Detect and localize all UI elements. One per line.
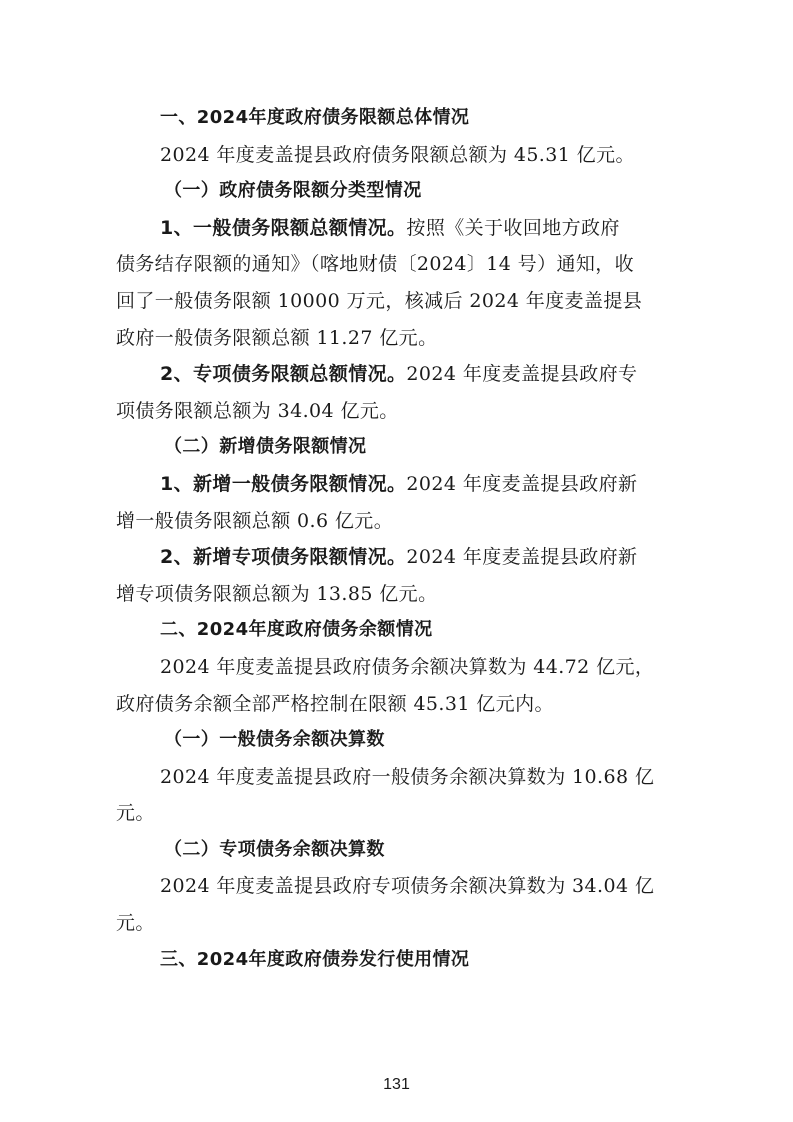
paragraph-lead: 2、专项债务限额总额情况。: [160, 363, 407, 386]
line-text: 按照《关于收回地方政府: [406, 216, 620, 239]
paragraph-line: [116, 539, 676, 576]
paragraph-line: [116, 795, 676, 832]
line-text: 2024 年度麦盖提县政府专: [406, 363, 638, 386]
line-text: 政府一般债务限额总额 11.27 亿元。: [116, 326, 438, 349]
paragraph-line: [116, 320, 676, 357]
line-text: 2024 年度麦盖提县政府债务余额决算数为 44.72 亿元，: [160, 655, 655, 678]
paragraph-line: [116, 356, 676, 393]
paragraph-line: [116, 649, 676, 686]
paragraph-line: [116, 466, 676, 503]
line-text: 增专项债务限额总额为 13.85 亿元。: [116, 582, 438, 605]
line-text: 增一般债务限额总额 0.6 亿元。: [116, 509, 394, 532]
line-text: 政府债务余额全部严格控制在限额 45.31 亿元内。: [116, 692, 554, 715]
paragraph-line: [116, 686, 676, 723]
line-text: 二、2024年度政府债务余额情况: [160, 619, 433, 641]
line-text: 2024 年度麦盖提县政府新: [406, 546, 638, 569]
line-text: 2024 年度麦盖提县政府债务限额总额为 45.31 亿元。: [160, 143, 635, 166]
line-text: 2024 年度麦盖提县政府专项债务余额决算数为 34.04 亿: [160, 875, 655, 898]
subsection-heading: [116, 832, 676, 869]
page-number: 131: [383, 1076, 410, 1093]
section-heading: [116, 100, 676, 137]
line-text: 项债务限额总额为 34.04 亿元。: [116, 399, 399, 422]
line-text: 2024 年度麦盖提县政府新: [406, 472, 638, 495]
section-heading: [116, 942, 676, 979]
paragraph-line: [116, 393, 676, 430]
line-text: （二）新增债务限额情况: [164, 436, 367, 458]
paragraph-lead: 1、新增一般债务限额情况。: [160, 472, 407, 495]
paragraph-line: [116, 210, 676, 247]
line-text: 一、2024年度政府债务限额总体情况: [160, 107, 470, 128]
paragraph-line: [116, 905, 676, 942]
section-heading: [116, 612, 676, 649]
paragraph-lead: 2、新增专项债务限额情况。: [160, 546, 407, 569]
subsection-heading: [116, 173, 676, 210]
paragraph-line: [116, 503, 676, 540]
line-text: 元。: [116, 912, 155, 935]
line-text: （二）专项债务余额决算数: [164, 838, 385, 860]
line-text: 三、2024年度政府债券发行使用情况: [160, 948, 470, 970]
paragraph-line: [116, 137, 676, 174]
paragraph-lead: 1、一般债务限额总额情况。: [160, 216, 407, 239]
paragraph-line: [116, 868, 676, 905]
line-text: 2024 年度麦盖提县政府一般债务余额决算数为 10.68 亿: [160, 765, 655, 788]
line-text: （一）政府债务限额分类型情况: [164, 180, 422, 202]
subsection-heading: [116, 429, 676, 466]
paragraph-line: [116, 759, 676, 796]
line-text: 债务结存限额的通知》（喀地财债〔2024〕14 号）通知，收: [116, 253, 635, 276]
paragraph-line: [116, 246, 676, 283]
line-text: 回了一般债务限额 10000 万元，核减后 2024 年度麦盖提县: [116, 289, 643, 312]
document-body: [116, 100, 676, 978]
paragraph-line: [116, 576, 676, 613]
paragraph-line: [116, 283, 676, 320]
line-text: 元。: [116, 802, 155, 825]
subsection-heading: [116, 722, 676, 759]
line-text: （一）一般债务余额决算数: [164, 729, 385, 751]
